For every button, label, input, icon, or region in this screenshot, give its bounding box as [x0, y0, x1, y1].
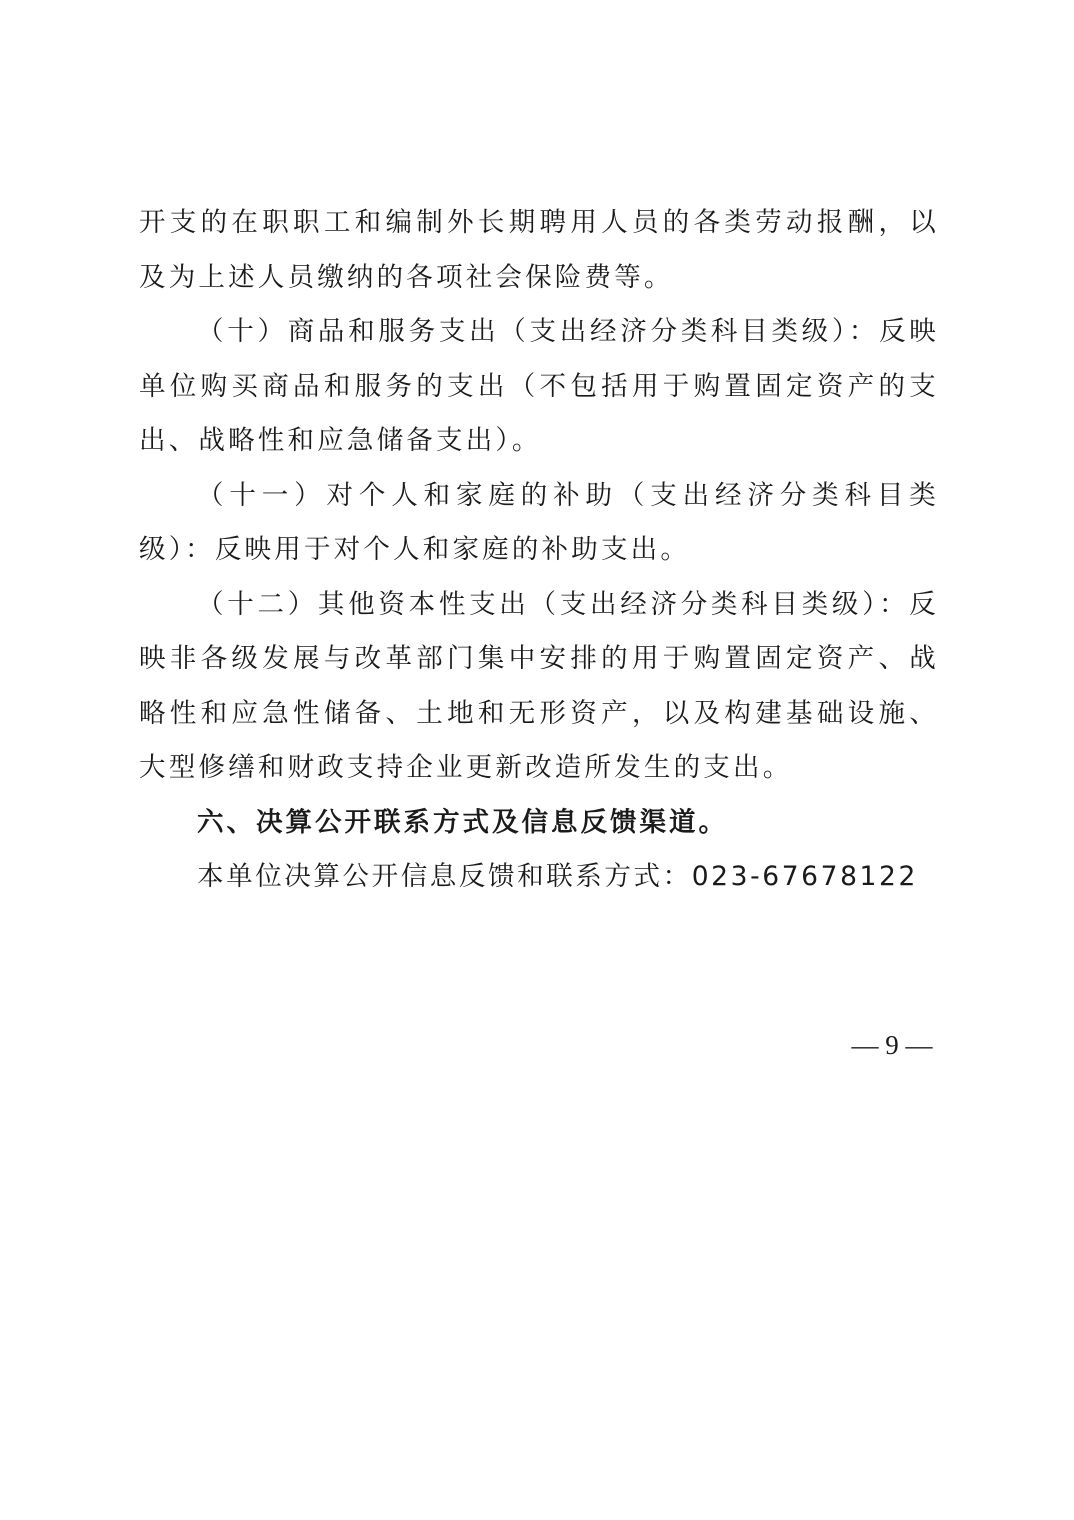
page-number: — 9 —: [851, 1030, 933, 1060]
paragraph-other-capital-expenditure: （十二）其他资本性支出（支出经济分类科目类级）：反映非各级发展与改革部门集中安排的用于购置固定资产、战略性和应急性储备、土地和无形资产，以及构建基础设施、大型修缮和财政支持企业更新改造所发生的支出。: [139, 588, 939, 783]
body-text: [139, 196, 939, 905]
paragraph-continuation: 开支的在职职工和编制外长期聘用人员的各类劳动报酬，以及为上述人员缴纳的各项社会保险费等。: [139, 207, 939, 293]
contact-line: 本单位决算公开信息反馈和联系方式：023-67678122: [197, 861, 918, 892]
section-heading: 六、决算公开联系方式及信息反馈渠道。: [197, 806, 728, 838]
paragraph-individual-household-subsidy: （十一）对个人和家庭的补助（支出经济分类科目类级）：反映用于对个人和家庭的补助支出。: [139, 479, 939, 565]
paragraph-goods-and-services: （十）商品和服务支出（支出经济分类科目类级）：反映单位购买商品和服务的支出（不包括用于购置固定资产的支出、战略性和应急储备支出）。: [139, 316, 939, 456]
